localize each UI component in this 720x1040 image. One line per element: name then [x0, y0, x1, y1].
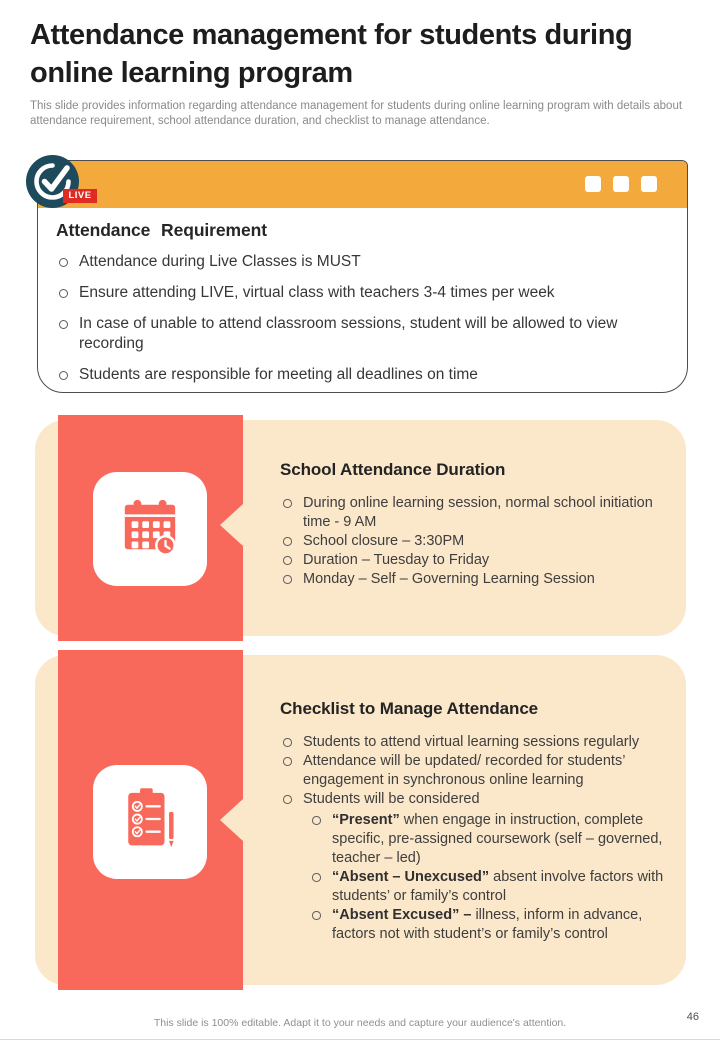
checklist-content	[280, 699, 688, 944]
list-item	[280, 551, 680, 570]
header-squares	[585, 176, 657, 192]
bullet-text: Attendance during Live Classes is MUST	[79, 253, 361, 270]
clipboard-checklist-icon	[121, 788, 179, 857]
requirement-heading: Attendance Requirement	[56, 220, 267, 240]
list-item	[280, 733, 688, 752]
square-icon	[613, 176, 629, 192]
accent-band	[58, 415, 243, 641]
sub-list-item	[310, 906, 688, 944]
bullet-text: Monday – Self – Governing Learning Session	[303, 571, 595, 587]
bullet-text: During online learning session, normal school initiation time - 9 AM	[303, 495, 653, 530]
list-item	[280, 790, 688, 809]
page-title: Attendance management for students during online learning program	[30, 19, 633, 89]
bullet-text: Students to attend virtual learning sessions regularly	[303, 734, 640, 750]
bullet-text: In case of unable to attend classroom sessions, student will be allowed to view recording	[79, 315, 618, 352]
duration-list	[280, 494, 680, 589]
bullet-text: Students will be considered	[303, 791, 480, 807]
bullet-text: Attendance will be updated/ recorded for students’ engagement in synchronous online learning	[303, 753, 625, 788]
attendance-requirement-card	[37, 160, 688, 393]
band-notch	[220, 799, 243, 841]
requirement-body	[38, 208, 687, 392]
list-item	[280, 570, 680, 589]
list-item	[56, 252, 667, 272]
page-number: 46	[686, 1011, 699, 1023]
page-subtitle: This slide provides information regarding attendance management for students during online learning program with details about attendance requirement, school attendance duration, and checklist to manage attendance.	[30, 100, 683, 127]
accent-band	[58, 650, 243, 990]
requirement-card-frame	[37, 160, 688, 393]
bold-term: “Present”	[332, 812, 400, 828]
list-item	[280, 494, 680, 532]
calendar-clock-icon	[119, 496, 181, 563]
checklist-card	[35, 655, 686, 985]
square-icon	[641, 176, 657, 192]
list-item	[56, 314, 667, 354]
band-notch	[220, 504, 243, 546]
duration-content	[280, 460, 680, 589]
bullet-text: when engage in instruction, complete specific, pre-assigned coursework (self – governed, teacher – led)	[332, 812, 663, 866]
bold-term: “Absent – Unexcused”	[332, 869, 490, 885]
checklist-sublist	[280, 811, 688, 944]
sub-list-item	[310, 868, 688, 906]
icon-tile	[93, 765, 207, 879]
live-badge: LIVE	[63, 189, 97, 203]
icon-tile	[93, 472, 207, 586]
requirement-list	[56, 252, 667, 385]
bullet-text: Ensure attending LIVE, virtual class with teachers 3-4 times per week	[79, 284, 555, 301]
square-icon	[585, 176, 601, 192]
bullet-text: Duration – Tuesday to Friday	[303, 552, 490, 568]
bullet-text: Students are responsible for meeting all deadlines on time	[79, 366, 478, 383]
checklist-list	[280, 733, 688, 809]
list-item	[56, 283, 667, 303]
list-item	[56, 365, 667, 385]
card-heading: Checklist to Manage Attendance	[280, 699, 539, 718]
bullet-text: illness, inform in advance, factors not with student’s or family’s control	[332, 907, 643, 942]
card-header-bar	[38, 161, 687, 208]
list-item	[280, 752, 688, 790]
bullet-text: School closure – 3:30PM	[303, 533, 465, 549]
list-item	[280, 532, 680, 551]
bold-term: “Absent Excused” –	[332, 907, 472, 923]
duration-card	[35, 420, 686, 636]
bullet-text: absent involve factors with students’ or family’s control	[332, 869, 664, 904]
sub-list-item	[310, 811, 688, 868]
footer-note: This slide is 100% editable. Adapt it to your needs and capture your audience's attention.	[153, 1017, 567, 1029]
card-heading: School Attendance Duration	[280, 460, 506, 479]
